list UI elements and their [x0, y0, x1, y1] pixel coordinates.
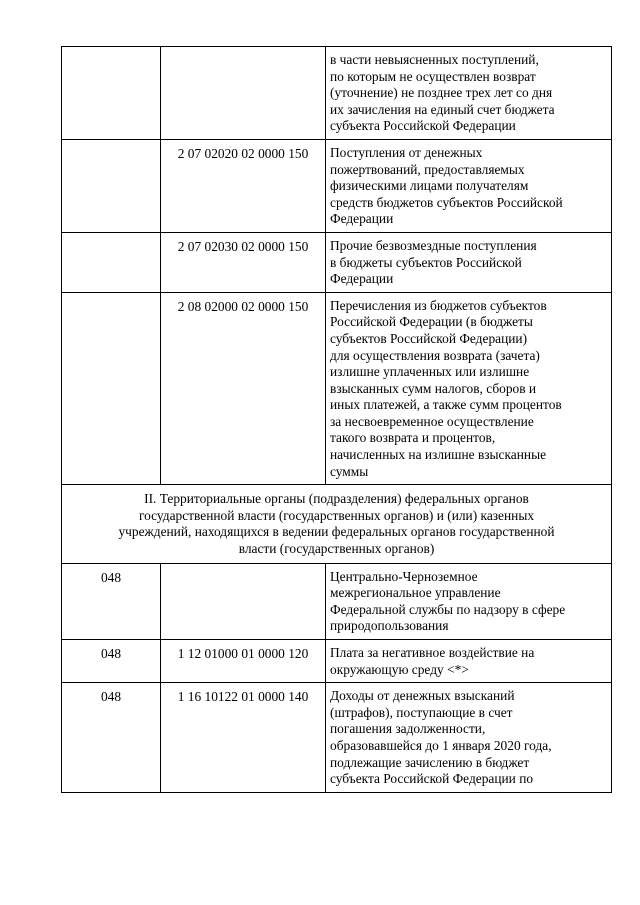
admin-code-cell [62, 139, 161, 232]
budget-code-cell: 1 16 10122 01 0000 140 [161, 683, 326, 793]
budget-code-cell: 2 07 02020 02 0000 150 [161, 139, 326, 232]
table-row [62, 139, 612, 232]
description-line: субъектов Российской Федерации) [330, 330, 528, 346]
admin-code-cell [62, 232, 161, 292]
description-line: субъекта Российской Федерации по [330, 771, 534, 787]
budget-code-cell: 1 12 01000 01 0000 120 [161, 640, 326, 683]
description-line: начисленных на излишне взысканные [330, 447, 547, 463]
description-cell [326, 563, 612, 639]
description-line: суммы [330, 463, 369, 479]
budget-code-cell: 2 07 02030 02 0000 150 [161, 232, 326, 292]
description-line: иных платежей, а также сумм процентов [330, 397, 562, 413]
description-line: Российской Федерации (в бюджеты [330, 314, 533, 330]
description-line: Федеральной службы по надзору в сфере [330, 601, 566, 617]
description-line: для осуществления возврата (зачета) [330, 347, 540, 363]
description-line: пожертвований, предоставляемых [330, 161, 525, 177]
description-line: Федерации [330, 211, 394, 227]
description-cell [326, 640, 612, 683]
budget-code-cell [161, 563, 326, 639]
section-heading-line: учреждений, находящихся в ведении федеральных органов государственной [118, 524, 555, 540]
description-line: погашения задолженности, [330, 721, 486, 737]
revenue-codes-table [61, 46, 612, 793]
section-heading-line: государственной власти (государственных органов) и (или) казенных [138, 507, 535, 523]
description-line: Прочие безвозмездные поступления [330, 237, 537, 253]
description-line: такого возврата и процентов, [330, 430, 496, 446]
admin-code-cell [62, 292, 161, 485]
description-line: Поступления от денежных [330, 144, 483, 160]
table-row [62, 640, 612, 683]
section-heading [62, 485, 612, 563]
description-line: подлежащие зачислению в бюджет [330, 754, 530, 770]
description-line: за несвоевременное осуществление [330, 413, 534, 429]
description-line: образовавшейся до 1 января 2020 года, [330, 737, 552, 753]
description-line: физическими лицами получателям [330, 178, 529, 194]
description-line: Центрально-Черноземное [330, 568, 478, 584]
admin-code-cell: 048 [62, 640, 161, 683]
description-line: Федерации [330, 271, 394, 287]
description-line: Доходы от денежных взысканий [330, 688, 515, 704]
admin-code-cell [62, 47, 161, 140]
description-line: средств бюджетов субъектов Российской [330, 194, 563, 210]
description-line: излишне уплаченных или излишне [330, 364, 530, 380]
description-cell [326, 683, 612, 793]
budget-code-cell: 2 08 02000 02 0000 150 [161, 292, 326, 485]
description-cell [326, 47, 612, 140]
admin-code-cell: 048 [62, 563, 161, 639]
description-line: Перечисления из бюджетов субъектов [330, 297, 547, 313]
description-line: в части невыясненных поступлений, [330, 52, 539, 67]
description-line: Плата за негативное воздействие на [330, 645, 535, 660]
budget-code-cell [161, 47, 326, 140]
section-heading-line: власти (государственных органов) [238, 541, 435, 557]
section-heading-row [62, 485, 612, 563]
table-row [62, 232, 612, 292]
table-row [62, 47, 612, 140]
description-line: межрегиональное управление [330, 585, 501, 601]
description-line: взысканных сумм налогов, сборов и [330, 380, 537, 396]
section-heading-line: II. Территориальные органы (подразделения) федеральных органов [144, 491, 529, 507]
table-row [62, 292, 612, 485]
description-line: субъекта Российской Федерации [330, 118, 516, 134]
description-cell [326, 139, 612, 232]
description-cell [326, 292, 612, 485]
table-row [62, 683, 612, 793]
description-line: по которым не осуществлен возврат [330, 68, 536, 84]
description-line: в бюджеты субъектов Российской [330, 254, 522, 270]
description-line: (уточнение) не позднее трех лет со дня [330, 85, 553, 101]
description-line: природопользования [330, 618, 449, 634]
admin-code-cell: 048 [62, 683, 161, 793]
table-row [62, 563, 612, 639]
description-line: (штрафов), поступающие в счет [330, 704, 513, 720]
description-line: их зачисления на единый счет бюджета [330, 101, 555, 117]
description-cell [326, 232, 612, 292]
description-line: окружающую среду <*> [330, 661, 469, 677]
